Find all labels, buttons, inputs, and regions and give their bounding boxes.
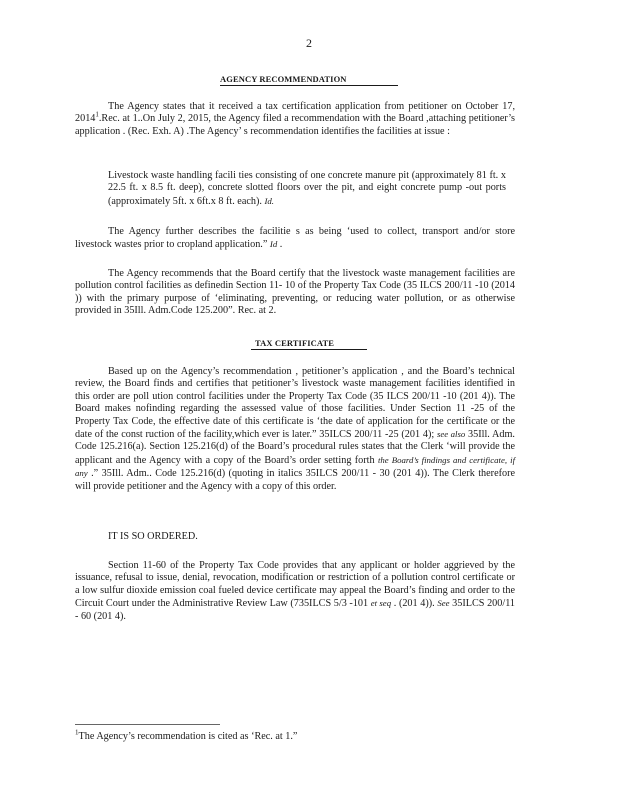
citation-id: Id. (264, 195, 274, 206)
order-statement: IT IS SO ORDERED. (108, 531, 198, 542)
footnote-marker: 1 (75, 728, 79, 737)
footnote: $^1$The Agency’s recommendation is cited as ‘Rec. at 1.” (75, 728, 298, 742)
paragraph-agency-received: The Agency states that it received a tax certification application from petitioner on October 17, 2014$^1$.Rec. at 1..On July 2, 2015, the Agency filed a recommendation with the Board ,attaching petitioner’s application . (Rec. Exh. A) .The Agency’ s recommendation identifies the facilities at issue : (75, 101, 515, 137)
page-number: 2 (306, 36, 312, 50)
quoted-italic-text: the Board’s findings and certificate, if any (75, 454, 516, 479)
block-quote-facilities: Livestock waste handling facili ties consisting of one concrete manure pit (approximately 81 ft. x 22.5 ft. x 8.5 ft. deep), concrete slotted floors over the pit, and eight concrete pump -out ports (approximately 5ft. x 6ft.x 8 ft. each). Id. (108, 170, 506, 207)
paragraph-board-finds: Based up on the Agency’s recommendation , petitioner’s application , and the Board’s technical review, the Board finds and certifies that petitioner’s livestock waste management facilities identified in this order are poll ution control facilities under the Property Tax Code (35 ILCS 200/11 -10 (201 4)). The Board makes nofinding regarding the assessed value of those facilities. Under Section 11 -25 of the Property Tax Code, the effective date of this certificate is ‘the date of application for the certificate or the date of the const ruction of the facility,which ever is later.” 35ILCS 200/11 -25 (201 4); see also 35Ill. Adm. Code 125.216(a). Section 125.216(d) of the Board’s procedural rules states that the Clerk ‘will provide the applicant and the Agency with a copy of the Board’s order setting forth the Board’s findings and certificate, if any .” 35Ill. Adm.. Code 125.216(d) (quoting in italics 35ILCS 200/11 - 30 (201 4)). The Clerk therefore will provide petitioner and the Agency with a copy of this order. (75, 366, 516, 492)
section-heading-tax-certificate: TAX CERTIFICATE (0, 338, 618, 350)
footnote-reference: 1 (95, 111, 99, 120)
paragraph-appeal-rights: Section 11-60 of the Property Tax Code provides that any applicant or holder aggrieved by the issuance, refusal to issue, denial, revocation, modification or restriction of a pollution control certificate or a low sulfur dioxide emission coal fueled device certificate may appeal the Board’s finding and order to the Circuit Court under the Administrative Review Law (735ILCS 5/3 -101 et seq . (201 4)). See 35ILCS 200/11 - 60 (201 4). (75, 560, 516, 622)
citation-see: See (437, 598, 450, 609)
section-heading-agency-recommendation: AGENCY RECOMMENDATION (0, 74, 618, 86)
paragraph-agency-recommends: The Agency recommends that the Board certify that the livestock waste management facilities are pollution control facilities as definedin Section 11- 10 of the Property Tax Code (35 ILCS 200/11 -10 (2014 )) with the primary purpose of ‘eliminating, preventing, or reducing water pollution, or as otherwise provided in 35Ill. Adm.Code 125.200”. Rec. at 2. (75, 268, 515, 317)
citation-id: Id (269, 239, 278, 250)
paragraph-agency-describes: The Agency further describes the facilitie s as being ‘used to collect, transport and/or store livestock wastes prior to cropland application.” Id . (75, 226, 515, 251)
footnote-divider (75, 724, 220, 725)
citation-see-also: see also (436, 429, 466, 440)
citation-et-seq: et seq (370, 598, 392, 609)
